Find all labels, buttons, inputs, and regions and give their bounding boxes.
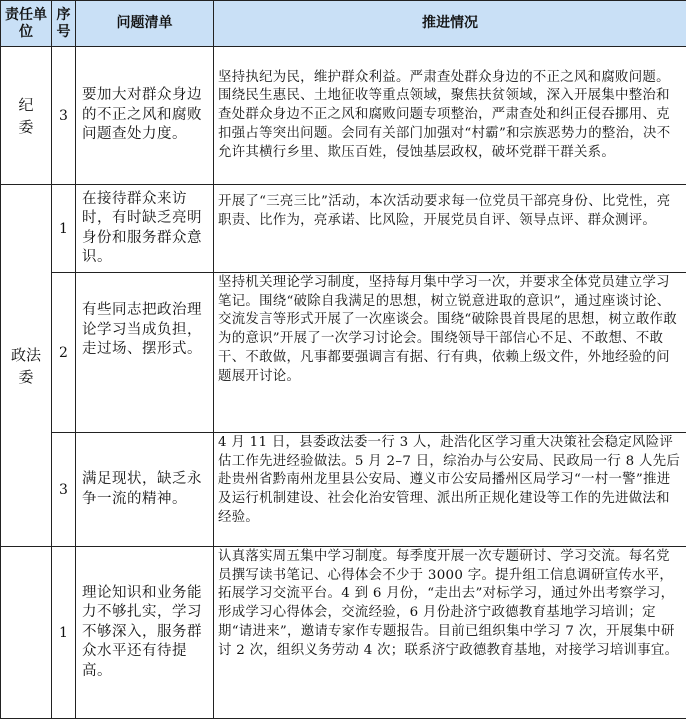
index-cell: 1	[52, 185, 76, 273]
progress-cell: 认真落实周五集中学习制度。每季度开展一次专题研讨、学习交流。每名党员撰写读书笔记、心得体会不少于 3000 字。提升组工信息调研宣传水平，拓展学习交流平台。4 到 6 月份，“走出去”对标学习，通过外出考察学习，形成学习心得体会，交流经验，6 月份赴济宁政德教育基地学习培训；定期“请进来”，邀请专家作专题报告。目前已组织集中学习 7 次，开展集中研讨 2 次，组织义务劳动 4 次；联系济宁政德教育基地，对接学习培训事宜。	[214, 547, 686, 719]
index-cell: 3	[52, 47, 76, 185]
issue-cell: 在接待群众来访时，有时缺乏亮明身份和服务群众意识。	[76, 185, 214, 273]
unit-cell	[1, 547, 52, 719]
index-cell: 2	[52, 273, 76, 433]
progress-cell: 开展了“三亮三比”活动，本次活动要求每一位党员干部亮身份、比党性，亮职责、比作为，亮承诺、比风险，开展党员自评、领导点评、群众测评。	[214, 185, 686, 273]
header-issue-list: 问题清单	[76, 1, 214, 47]
issue-cell: 满足现状，缺乏永争一流的精神。	[76, 433, 214, 547]
table-row	[1, 547, 686, 719]
progress-cell: 坚持执纪为民，维护群众利益。严肃查处群众身边的不正之风和腐败问题。围绕民生惠民、土地征收等重点领域，聚焦扶贫领域，深入开展集中整治和查处群众身边不正之风和腐败问题专项整治，严肃查处和纠正侵吞挪用、克扣强占等突出问题。会同有关部门加强对“村霸”和宗族恶势力的整治，决不允许其横行乡里、欺压百姓，侵蚀基层政权，破坏党群干群关系。	[214, 47, 686, 185]
issue-cell: 要加大对群众身边的不正之风和腐败问题查处力度。	[76, 47, 214, 185]
index-cell: 1	[52, 547, 76, 719]
header-row	[1, 1, 686, 47]
table-row	[1, 47, 686, 185]
header-index: 序号	[52, 1, 76, 47]
issue-cell: 理论知识和业务能力不够扎实，学习不够深入，服务群众水平还有待提高。	[76, 547, 214, 719]
table-row	[1, 273, 686, 433]
header-progress: 推进情况	[214, 1, 686, 47]
unit-cell: 纪委	[1, 47, 52, 185]
unit-cell: 政法委	[1, 185, 52, 547]
header-responsible-unit: 责任单位	[1, 1, 52, 47]
issue-cell: 有些同志把政治理论学习当成负担，走过场、摆形式。	[76, 273, 214, 433]
table-row	[1, 433, 686, 547]
progress-cell: 坚持机关理论学习制度，坚持每月集中学习一次，并要求全体党员建立学习笔记。围绕“破除自我满足的思想，树立锐意进取的意识”，通过座谈讨论、交流发言等形式开展了一次座谈会。围绕“破除畏首畏尾的思想，树立敢作敢为的意识”开展了一次学习讨论会。围绕领导干部信心不足、不敢想、不敢干、不敢做，凡事都要强调言有据、行有典，依赖上级文件，外地经验的问题展开讨论。	[214, 273, 686, 433]
table-row	[1, 185, 686, 273]
index-cell: 3	[52, 433, 76, 547]
progress-cell: 4 月 11 日，县委政法委一行 3 人，赴浩化区学习重大决策社会稳定风险评估工作先进经验做法。5 月 2–7 日，综治办与公安局、民政局一行 8 人先后赴贵州省黔南州龙里县公安局、遵义市公安局播州区局学习“一村一警”推进及运行机制建设、社会化治安管理、派出所正规化建设等工作的先进做法和经验。	[214, 433, 686, 547]
